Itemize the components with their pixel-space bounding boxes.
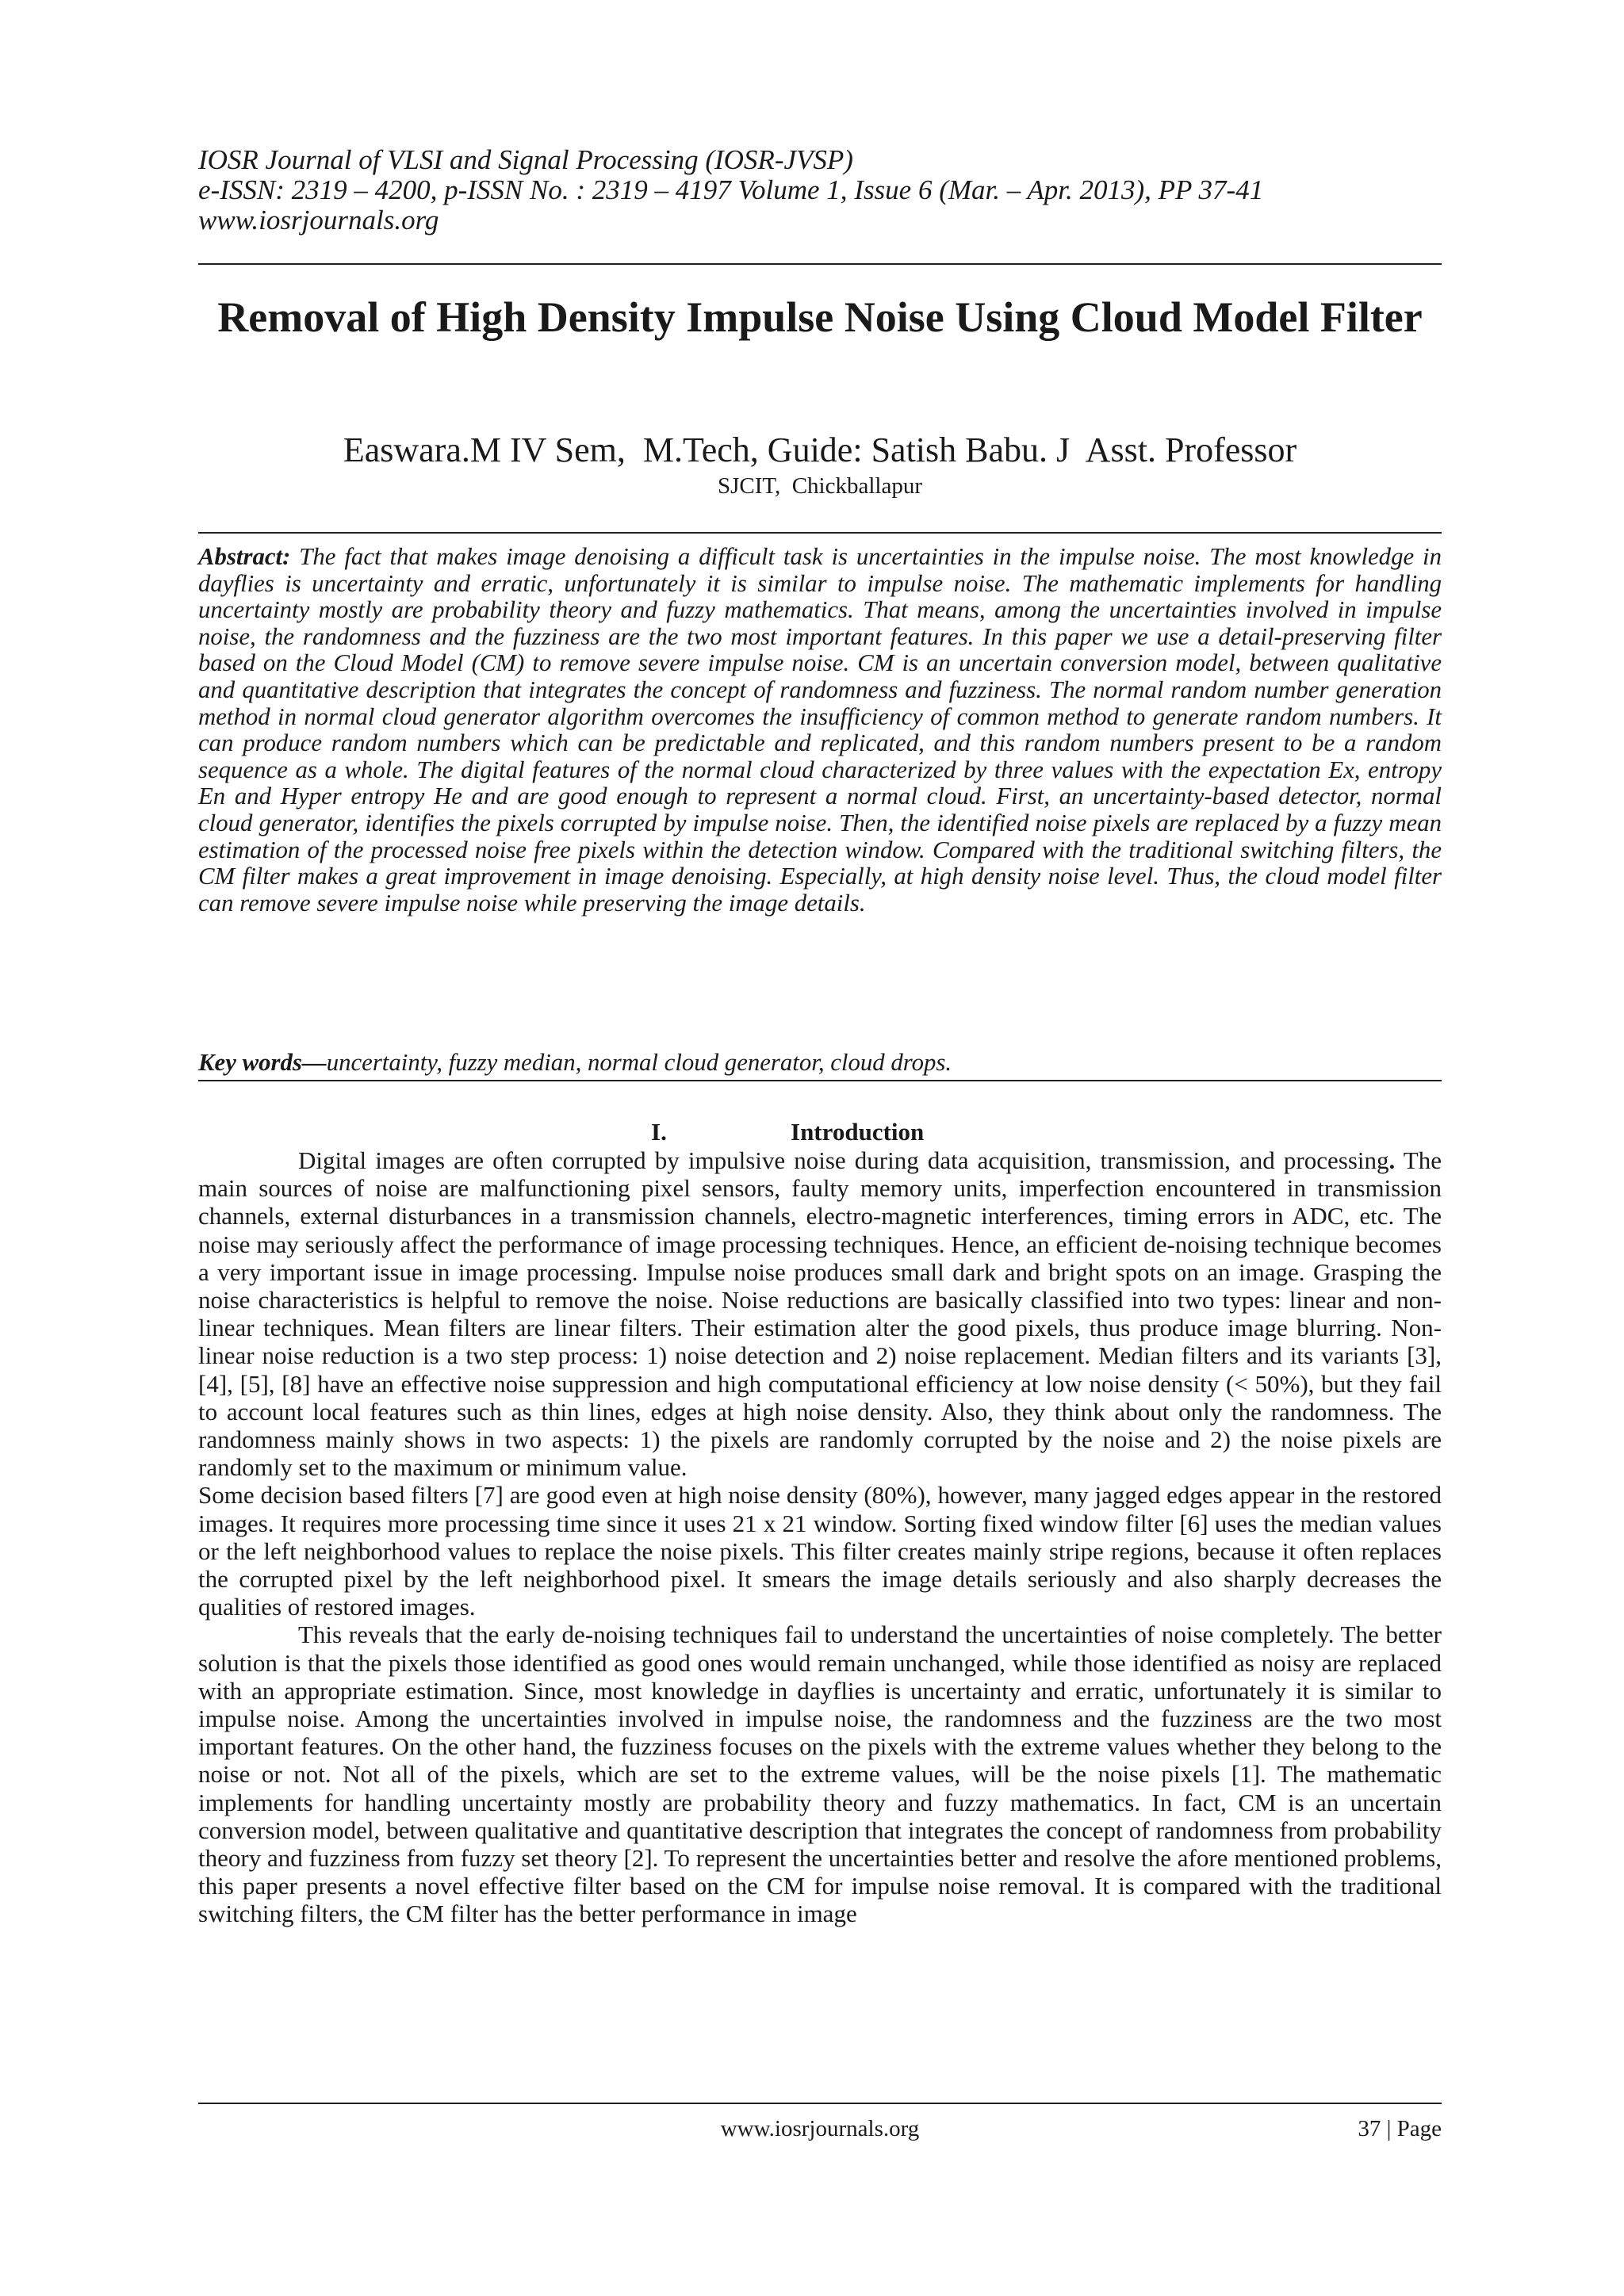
body-text (198, 1146, 1442, 1928)
journal-header (198, 145, 1442, 235)
abstract-block (198, 544, 1442, 916)
journal-name: IOSR Journal of VLSI and Signal Processing (IOSR-JVSP) (198, 144, 853, 175)
abstract-top-rule (198, 532, 1442, 534)
page-number: 37 | Page (1358, 2116, 1442, 2141)
paper-affiliation: SJCIT, Chickballapur (717, 473, 922, 499)
footer-website: www.iosrjournals.org (720, 2116, 920, 2141)
paragraph: Digital images are often corrupted by impulsive noise during data acquisition, transmission, and processing. The main sources of noise are malfunctioning pixel sensors, faulty memory units, imperfection encountered in transmission channels, external disturbances in a transmission channels, electro-magnetic interferences, timing errors in ADC, etc. The noise may seriously affect the performance of image processing techniques. Hence, an efficient de-noising technique becomes a very important issue in image processing. Impulse noise produces small dark and bright spots on an image. Grasping the noise characteristics is helpful to remove the noise. Noise reductions are basically classified into two types: linear and non-linear techniques. Mean filters are linear filters. Their estimation alter the good pixels, thus produce image blurring. Non-linear noise reduction is a two step process: 1) noise detection and 2) noise replacement. Median filters and its variants [3], [4], [5], [8] have an effective noise suppression and high computational efficiency at low noise density (< 50%), but they fail to account local features such as thin lines, edges at high noise density. Also, they think about only the randomness. The randomness mainly shows in two aspects: 1) the pixels are randomly corrupted by the noise and 2) the noise pixels are randomly set to the maximum or minimum value. (198, 1146, 1442, 1482)
abstract-label: Abstract: (198, 543, 291, 570)
keywords-label: Key words— (198, 1049, 327, 1076)
journal-issn: e-ISSN: 2319 – 4200, p-ISSN No. : 2319 – 4197 Volume 1, Issue 6 (Mar. – Apr. 2013), PP 37-41 (198, 174, 1264, 205)
paragraph: Some decision based filters [7] are good even at high noise density (80%), however, many jagged edges appear in the restored images. It requires more processing time since it uses 21 x 21 window. Sorting fixed window filter [6] uses the median values or the left neighborhood values to replace the noise pixels. This filter creates mainly stripe regions, because it often replaces the corrupted pixel by the left neighborhood pixel. It smears the image details seriously and also sharply decreases the qualities of restored images. (198, 1481, 1442, 1621)
journal-website: www.iosrjournals.org (198, 205, 439, 235)
paper-title: Removal of High Density Impulse Noise Using Cloud Model Filter (217, 293, 1423, 341)
footer-rule (198, 2103, 1442, 2104)
keywords-text: uncertainty, fuzzy median, normal cloud generator, cloud drops. (326, 1049, 952, 1076)
abstract-text: The fact that makes image denoising a difficult task is uncertainties in the impulse noise. The most knowledge in dayflies is uncertainty and erratic, unfortunately it is similar to impulse noise. The mathematic implements for handling uncertainty mostly are probability theory and fuzzy mathematics. That means, among the uncertainties involved in impulse noise, the randomness and the fuzziness are the two most important features. In this paper we use a detail-preserving filter based on the Cloud Model (CM) to remove severe impulse noise. CM is an uncertain conversion model, between qualitative and quantitative description that integrates the concept of randomness and fuzziness. The normal random number generation method in normal cloud generator algorithm overcomes the insufficiency of common method to generate random numbers. It can produce random numbers which can be predictable and replicated, and this random numbers present to be a random sequence as a whole. The digital features of the normal cloud characterized by three values with the expectation Ex, entropy En and Hyper entropy He and are good enough to represent a normal cloud. First, an uncertainty-based detector, normal cloud generator, identifies the pixels corrupted by impulse noise. Then, the identified noise pixels are replaced by a fuzzy mean estimation of the processed noise free pixels within the detection window. Compared with the traditional switching filters, the CM filter makes a great improvement in image denoising. Especially, at high density noise level. Thus, the cloud model filter can remove severe impulse noise while preserving the image details. (198, 543, 1442, 916)
paragraph: This reveals that the early de-noising techniques fail to understand the uncertainties of noise completely. The better solution is that the pixels those identified as good ones would remain unchanged, while those identified as noisy are replaced with an appropriate estimation. Since, most knowledge in dayflies is uncertainty and erratic, unfortunately it is similar to impulse noise. Among the uncertainties involved in impulse noise, the randomness and the fuzziness are the two most important features. On the other hand, the fuzziness focuses on the pixels with the extreme values whether they belong to the noise or not. Not all of the pixels, which are set to the extreme values, will be the noise pixels [1]. The mathematic implements for handling uncertainty mostly are probability theory and fuzzy mathematics. In fact, CM is an uncertain conversion model, between qualitative and quantitative description that integrates the concept of randomness from probability theory and fuzziness from fuzzy set theory [2]. To represent the uncertainties better and resolve the afore mentioned problems, this paper presents a novel effective filter based on the CM for impulse noise removal. It is compared with the traditional switching filters, the CM filter has the better performance in image (198, 1621, 1442, 1928)
section-number: I. (651, 1118, 667, 1146)
header-rule (198, 263, 1442, 265)
abstract-bottom-rule (198, 1080, 1442, 1081)
section-title: Introduction (791, 1118, 925, 1146)
paper-authors: Easwara.M IV Sem, M.Tech, Guide: Satish Babu. J Asst. Professor (343, 430, 1297, 469)
keywords-line (198, 1049, 1442, 1076)
